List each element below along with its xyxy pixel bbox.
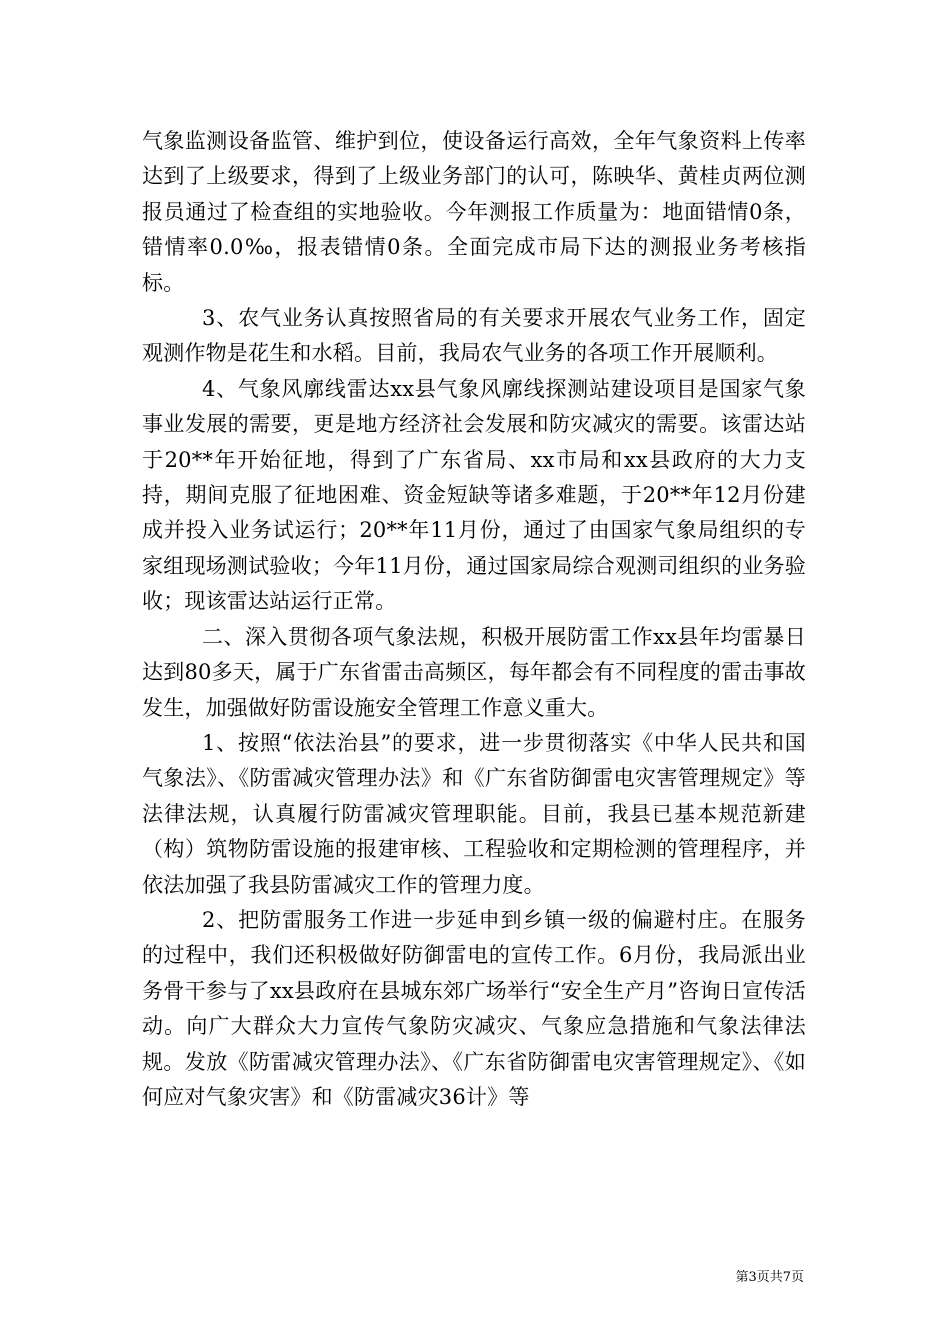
document-body [142, 124, 806, 1115]
paragraph-wind-profiler-radar: 4、气象风廓线雷达xx县气象风廓线探测站建设项目是国家气象事业发展的需要，更是地方经济社会发展和防灾减灾的需要。该雷达站于20**年开始征地，得到了广东省局、xx市局和xx县政府的大力支持，期间克服了征地困难、资金短缺等诸多难题，于20**年12月份建成并投入业务试运行；20**年11月份，通过了由国家气象局组织的专家组现场测试验收；今年11月份，通过国家局综合观测司组织的业务验收；现该雷达站运行正常。 [142, 376, 806, 614]
paragraph-lightning-protection-heading: 二、深入贯彻各项气象法规，积极开展防雷工作xx县年均雷暴日达到80多天，属于广东省雷击高频区，每年都会有不同程度的雷击事故发生，加强做好防雷设施安全管理工作意义重大。 [142, 624, 806, 720]
page-number: 第3页共7页 [735, 1270, 804, 1285]
paragraph-lightning-service-extension: 2、把防雷服务工作进一步延申到乡镇一级的偏避村庄。在服务的过程中，我们还积极做好防御雷电的宣传工作。6月份，我局派出业务骨干参与了xx县政府在县城东郊广场举行“安全生产月”咨询日宣传活动。向广大群众大力宣传气象防灾减灾、气象应急措施和气象法律法规。发放《防雷减灾管理办法》、《广东省防御雷电灾害管理规定》、《如何应对气象灾害》和《防雷减灾36计》等 [142, 907, 806, 1109]
paragraph-agro-meteorology: 3、农气业务认真按照省局的有关要求开展农气业务工作，固定观测作物是花生和水稻。目前，我局农气业务的各项工作开展顺利。 [142, 306, 806, 366]
paragraph-rule-of-law: 1、按照“依法治县”的要求，进一步贯彻落实《中华人民共和国气象法》、《防雷减灾管理办法》和《广东省防御雷电灾害管理规定》等法律法规，认真履行防雷减灾管理职能。目前，我县已基本规范新建（构）筑物防雷设施的报建审核、工程验收和定期检测的管理程序，并依法加强了我县防雷减灾工作的管理力度。 [142, 730, 806, 897]
paragraph-equipment-monitoring: 气象监测设备监管、维护到位，使设备运行高效，全年气象资料上传率达到了上级要求，得到了上级业务部门的认可，陈映华、黄桂贞两位测报员通过了检查组的实地验收。今年测报工作质量为：地面错情0条，错情率0.0‰，报表错情0条。全面完成市局下达的测报业务考核指标。 [142, 129, 806, 295]
